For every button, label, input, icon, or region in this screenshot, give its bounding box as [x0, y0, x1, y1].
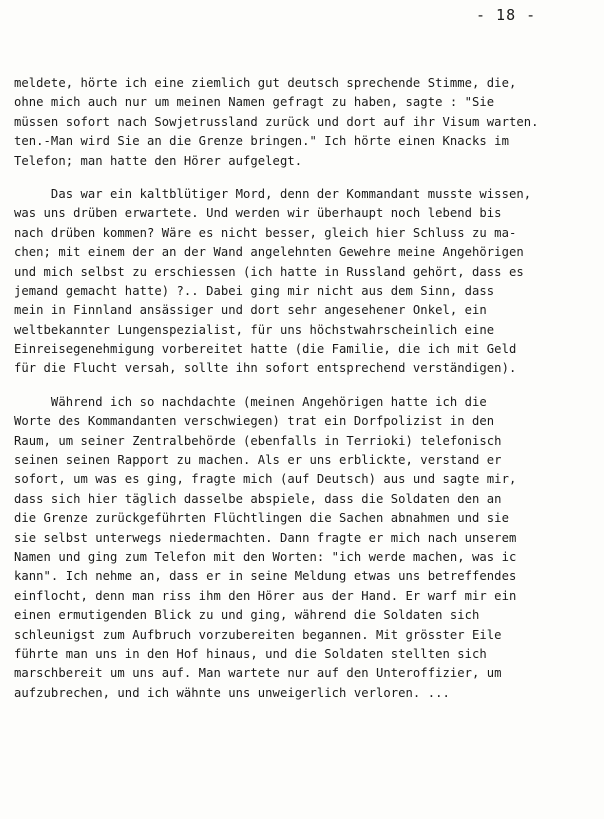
- text-line: und mich selbst zu erschiessen (ich hatte in Russland gehört, dass es: [14, 264, 524, 279]
- paragraph-3: [14, 393, 598, 703]
- paragraph-gap: [14, 379, 598, 393]
- text-line: schleunigst zum Aufbruch vorzubereiten begannen. Mit grösster Eile: [14, 627, 502, 642]
- text-line: aufzubrechen, und ich wähnte uns unweigerlich verloren. ...: [14, 685, 450, 700]
- text-line: Einreisegenehmigung vorbereitet hatte (die Familie, die ich mit Geld: [14, 342, 517, 357]
- text-line: Während ich so nachdachte (meinen Angehörigen hatte ich die: [14, 394, 487, 409]
- text-line: müssen sofort nach Sowjetrussland zurück und dort auf ihr Visum warten.: [14, 114, 539, 129]
- text-line: ohne mich auch nur um meinen Namen gefragt zu haben, sagte : "Sie: [14, 95, 495, 110]
- text-line: kann". Ich nehme an, dass er in seine Meldung etwas uns betreffendes: [14, 569, 517, 584]
- text-line: Namen und ging zum Telefon mit den Worten: "ich werde machen, was ic: [14, 549, 517, 564]
- text-line: einflocht, denn man riss ihm den Hörer aus der Hand. Er warf mir ein: [14, 588, 517, 603]
- text-line: Raum, um seiner Zentralbehörde (ebenfalls in Terrioki) telefonisch: [14, 433, 502, 448]
- text-line: was uns drüben erwartete. Und werden wir überhaupt noch lebend bis: [14, 206, 502, 221]
- text-line: Das war ein kaltblütiger Mord, denn der Kommandant musste wissen,: [14, 186, 532, 201]
- text-line: marschbereit um uns auf. Man wartete nur auf den Unteroffizier, um: [14, 666, 502, 681]
- document-body: [14, 74, 598, 703]
- text-line: weltbekannter Lungenspezialist, für uns höchstwahrscheinlich eine: [14, 322, 495, 337]
- text-line: führte man uns in den Hof hinaus, und die Soldaten stellten sich: [14, 646, 487, 661]
- text-line: die Grenze zurückgeführten Flüchtlingen die Sachen abnahmen und sie: [14, 511, 509, 526]
- paragraph-1: [14, 74, 598, 171]
- text-line: chen; mit einem der an der Wand angelehnten Gewehre meine Angehörigen: [14, 245, 524, 260]
- text-line: mein in Finnland ansässiger und dort sehr angesehener Onkel, ein: [14, 303, 487, 318]
- text-line: für die Flucht versah, sollte ihn sofort entsprechend verständigen).: [14, 361, 517, 376]
- text-line: jemand gemacht hatte) ?.. Dabei ging mir nicht aus dem Sinn, dass: [14, 283, 495, 298]
- text-line: Telefon; man hatte den Hörer aufgelegt.: [14, 153, 303, 168]
- text-line: ten.-Man wird Sie an die Grenze bringen." Ich hörte einen Knacks im: [14, 134, 509, 149]
- text-line: seinen seinen Rapport zu machen. Als er uns erblickte, verstand er: [14, 453, 502, 468]
- text-line: meldete, hörte ich eine ziemlich gut deutsch sprechende Stimme, die,: [14, 76, 517, 90]
- text-line: dass sich hier täglich dasselbe abspiele, dass die Soldaten den an: [14, 491, 502, 506]
- paragraph-gap: [14, 171, 598, 185]
- text-line: einen ermutigenden Blick zu und ging, während die Soldaten sich: [14, 608, 480, 623]
- text-line: sie selbst unterwegs niedermachten. Dann fragte er mich nach unserem: [14, 530, 517, 545]
- page-number: - 18 -: [476, 6, 537, 24]
- text-line: sofort, um was es ging, fragte mich (auf Deutsch) aus und sagte mir,: [14, 472, 517, 487]
- paragraph-2: [14, 185, 598, 379]
- text-line: Worte des Kommandanten verschwiegen) trat ein Dorfpolizist in den: [14, 414, 495, 429]
- text-line: nach drüben kommen? Wäre es nicht besser, gleich hier Schluss zu ma-: [14, 225, 517, 240]
